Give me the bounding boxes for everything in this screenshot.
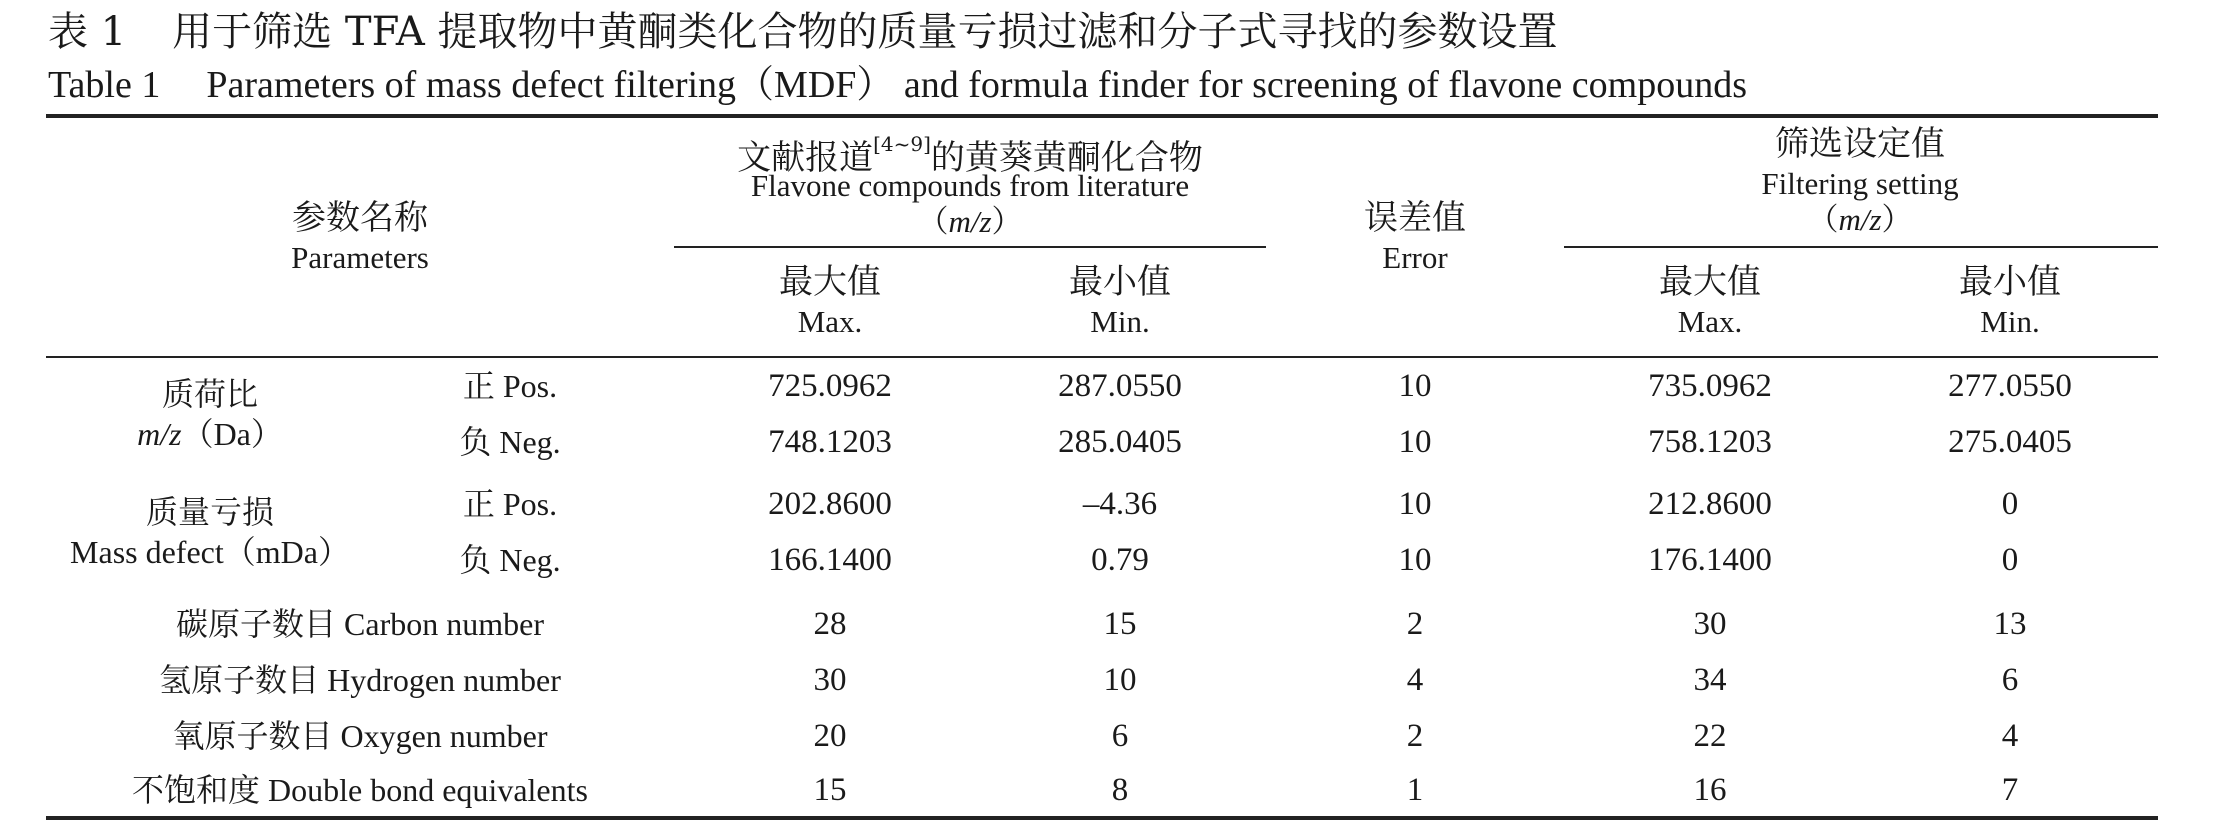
set-min-value: 0	[2001, 486, 2019, 522]
set-min-value: 7	[2001, 772, 2019, 808]
lit-max-value: 28	[813, 606, 847, 642]
lit-max-value: 166.1400	[768, 542, 892, 578]
bottom-rule	[46, 816, 2158, 820]
set-min-value: 13	[1993, 606, 2027, 642]
header-filter-en: Filtering setting	[1761, 166, 1959, 201]
unit-open-paren: （	[1807, 202, 1839, 237]
set-max-value: 212.8600	[1648, 486, 1772, 522]
row-label-carbon: 碳原子数目 Carbon number	[176, 606, 544, 642]
unit-mz: m/z	[1838, 202, 1882, 237]
error-value: 2	[1406, 718, 1424, 754]
header-lit-max-en: Max.	[797, 304, 863, 339]
error-value: 10	[1398, 368, 1432, 404]
lit-max-value: 202.8600	[768, 486, 892, 522]
lit-min-value: 15	[1103, 606, 1137, 642]
set-max-value: 34	[1693, 662, 1727, 698]
group-label-en	[80, 414, 340, 454]
table-title-cn	[48, 6, 1557, 58]
lit-min-value: –4.36	[1082, 486, 1158, 522]
unit-close-paren: ）	[991, 204, 1023, 239]
header-param-en: Parameters	[291, 240, 429, 275]
set-max-value: 30	[1693, 606, 1727, 642]
header-filter-unit	[1560, 202, 2160, 238]
row-label-dbe: 不饱和度 Double bond equivalents	[132, 772, 588, 808]
header-literature-cn-text: 文献报道	[737, 138, 874, 178]
error-value: 10	[1398, 486, 1432, 522]
row-label-hydrogen: 氢原子数目 Hydrogen number	[159, 662, 561, 698]
row-label-oxygen: 氧原子数目 Oxygen number	[172, 718, 548, 754]
lit-min-value: 6	[1111, 718, 1129, 754]
unit-open-paren: （	[917, 204, 949, 239]
set-max-value: 22	[1693, 718, 1727, 754]
header-set-max-en: Max.	[1677, 304, 1743, 339]
filter-group-rule	[1564, 246, 2158, 248]
mode-label: 负 Neg.	[459, 542, 561, 578]
literature-group-rule	[674, 246, 1266, 248]
set-max-value: 735.0962	[1648, 368, 1772, 404]
error-value: 4	[1406, 662, 1424, 698]
lit-min-value: 8	[1111, 772, 1129, 808]
header-param-cn: 参数名称	[292, 198, 428, 238]
header-error-cn: 误差值	[1364, 198, 1466, 238]
header-literature-ref: [4~9]	[873, 132, 931, 156]
set-max-value: 758.1203	[1648, 424, 1772, 460]
set-min-value: 277.0550	[1948, 368, 2072, 404]
set-min-value: 0	[2001, 542, 2019, 578]
set-max-value: 176.1400	[1648, 542, 1772, 578]
lit-min-value: 287.0550	[1058, 368, 1182, 404]
lit-min-value: 10	[1103, 662, 1137, 698]
group-label-en: Mass defect（mDa）	[70, 534, 350, 570]
group-label-cn: 质量亏损	[145, 493, 274, 531]
header-set-min-cn: 最小值	[1959, 262, 2061, 302]
table-title-en	[48, 60, 1747, 110]
header-literature-cn-tail: 的黄葵黄酮化合物	[930, 138, 1203, 178]
error-value: 2	[1406, 606, 1424, 642]
lit-min-value: 0.79	[1091, 542, 1149, 578]
lit-max-value: 20	[813, 718, 847, 754]
set-max-value: 16	[1693, 772, 1727, 808]
header-set-max-cn: 最大值	[1659, 262, 1761, 302]
mode-label: 正 Pos.	[462, 486, 558, 522]
mode-label: 正 Pos.	[462, 368, 558, 404]
set-min-value: 4	[2001, 718, 2019, 754]
group-label-mz: m/z	[137, 416, 182, 452]
set-min-value: 275.0405	[1948, 424, 2072, 460]
top-rule	[46, 114, 2158, 118]
lit-max-value: 748.1203	[768, 424, 892, 460]
group-label-cn: 质荷比	[161, 375, 258, 413]
header-lit-min-en: Min.	[1090, 304, 1150, 339]
lit-max-value: 15	[813, 772, 847, 808]
unit-close-paren: ）	[1881, 202, 1913, 237]
table-title-en-text: Parameters of mass defect filtering（MDF） and formula finder for screening of flavone compounds	[206, 64, 1748, 106]
error-value: 1	[1406, 772, 1424, 808]
error-value: 10	[1398, 424, 1432, 460]
table-number-cn: 表 1	[48, 9, 127, 55]
header-set-min-en: Min.	[1980, 304, 2040, 339]
header-filter-cn: 筛选设定值	[1775, 124, 1945, 164]
header-error-en: Error	[1382, 240, 1448, 275]
header-lit-max-cn: 最大值	[779, 262, 881, 302]
lit-min-value: 285.0405	[1058, 424, 1182, 460]
unit-mz: m/z	[948, 204, 992, 239]
mode-label: 负 Neg.	[459, 424, 561, 460]
lit-max-value: 725.0962	[768, 368, 892, 404]
table-title-cn-text: 用于筛选 TFA 提取物中黄酮类化合物的质量亏损过滤和分子式寻找的参数设置	[172, 9, 1558, 55]
error-value: 10	[1398, 542, 1432, 578]
set-min-value: 6	[2001, 662, 2019, 698]
header-literature-unit	[660, 204, 1280, 240]
group-label-unit: （Da）	[181, 416, 283, 452]
header-lit-min-cn: 最小值	[1069, 262, 1171, 302]
table-number-en: Table 1	[48, 64, 161, 106]
header-literature-en: Flavone compounds from literature	[750, 168, 1190, 203]
header-bottom-rule	[46, 356, 2158, 358]
lit-max-value: 30	[813, 662, 847, 698]
